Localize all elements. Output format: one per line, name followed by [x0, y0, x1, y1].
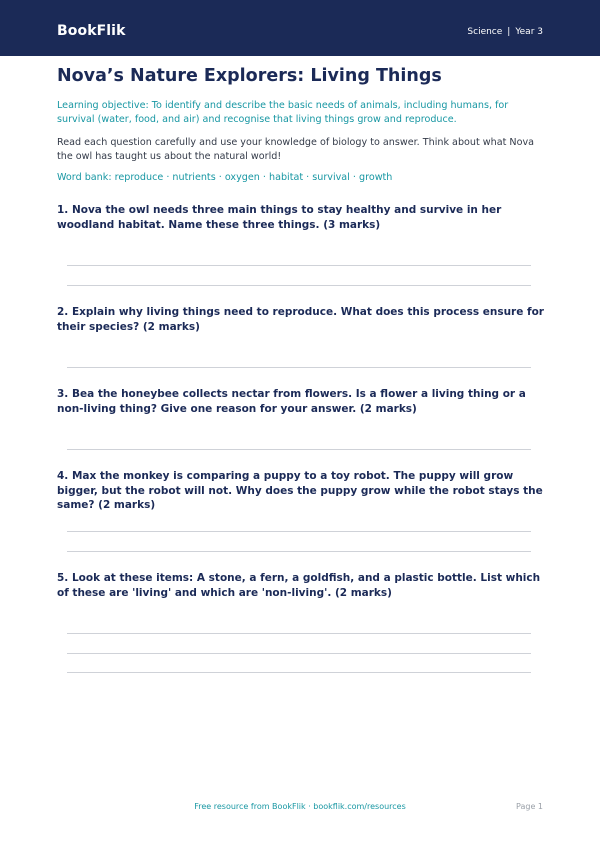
question-1: 1. Nova the owl needs three main things to stay healthy and survive in her woodland habitat. Name these three things. (3 marks)	[57, 204, 502, 231]
page-header	[0, 0, 600, 56]
word-bank: Word bank: reproduce · nutrients · oxygen · habitat · survival · growth	[57, 172, 393, 183]
page-number: Page 1	[516, 802, 543, 811]
subject-meta	[467, 27, 543, 37]
instructions-text: Read each question carefully and use your knowledge of biology to answer. Think about what Nova the owl has taught us about the natural world!	[57, 137, 535, 162]
subject-label: Science	[467, 27, 503, 37]
answer-line[interactable]	[67, 449, 531, 450]
question-5: 5. Look at these items: A stone, a fern, a goldfish, and a plastic bottle. List which of these are 'living' and which are 'non-living'. (2 marks)	[57, 572, 541, 599]
answer-line[interactable]	[67, 367, 531, 368]
answer-line[interactable]	[67, 633, 531, 634]
answer-line[interactable]	[67, 265, 531, 266]
worksheet-title: Nova’s Nature Explorers: Living Things	[57, 66, 442, 86]
answer-line[interactable]	[67, 531, 531, 532]
question-4: 4. Max the monkey is comparing a puppy to a toy robot. The puppy will grow bigger, but the robot will not. Why does the puppy grow while the robot stays the same? (2 marks)	[57, 470, 543, 511]
question-2: 2. Explain why living things need to reproduce. What does this process ensure for their species? (2 marks)	[57, 306, 544, 333]
year-label: Year 3	[515, 27, 543, 37]
answer-line[interactable]	[67, 285, 531, 286]
meta-separator: |	[507, 27, 511, 37]
question-3: 3. Bea the honeybee collects nectar from flowers. Is a flower a living thing or a non-living thing? Give one reason for your answer. (2 marks)	[57, 388, 526, 415]
answer-line[interactable]	[67, 551, 531, 552]
answer-line[interactable]	[67, 672, 531, 673]
footer-resource-link[interactable]: Free resource from BookFlik · bookflik.com/resources	[194, 802, 406, 811]
answer-line[interactable]	[67, 653, 531, 654]
learning-objective: Learning objective: To identify and describe the basic needs of animals, including humans, for survival (water, food, and air) and recognise that living things grow and reproduce.	[57, 100, 509, 125]
brand-logo[interactable]: BookFlik	[57, 23, 126, 39]
